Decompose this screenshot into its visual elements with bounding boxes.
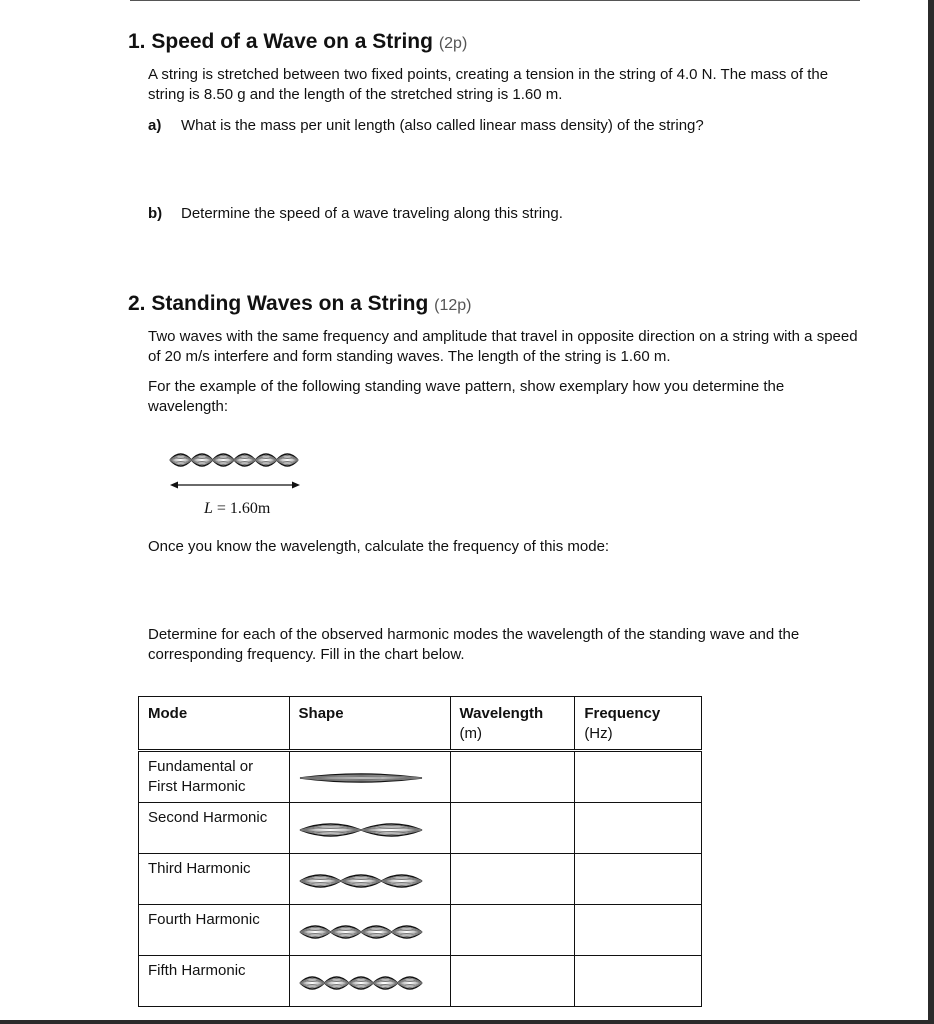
- wave-envelope-line: [300, 778, 422, 779]
- shape-first-harmonic: [290, 752, 450, 797]
- mode-cell: Fifth Harmonic: [139, 956, 290, 1007]
- length-label-value: = 1.60m: [212, 500, 271, 517]
- header-frequency-label: Frequency: [584, 705, 661, 722]
- section-1-title: Speed of a Wave on a String: [151, 30, 433, 53]
- wavelength-answer-cell[interactable]: [450, 956, 575, 1007]
- question-a-text: What is the mass per unit length (also called linear mass density) of the string?: [181, 117, 704, 134]
- mode-cell: Fundamental or First Harmonic: [139, 751, 290, 803]
- section-2-heading: [128, 292, 471, 316]
- frequency-answer-cell[interactable]: [575, 905, 702, 956]
- question-b-label: b): [148, 205, 163, 222]
- frequency-answer-cell[interactable]: [575, 803, 702, 854]
- header-wavelength: [450, 697, 575, 751]
- shape-second-harmonic: [290, 803, 450, 852]
- question-b-text: Determine the speed of a wave traveling along this string.: [181, 205, 563, 222]
- wavelength-answer-cell[interactable]: [450, 905, 575, 956]
- shape-cell: [289, 905, 450, 956]
- header-shape: Shape: [289, 697, 450, 751]
- frequency-instructions: Once you know the wavelength, calculate the frequency of this mode:: [148, 538, 610, 555]
- example-standing-wave-diagram: [166, 448, 306, 496]
- header-frequency-unit: (Hz): [584, 725, 613, 742]
- example-instructions: For the example of the following standing wave pattern, show exemplary how you determine the wavelength:: [148, 378, 785, 415]
- header-wavelength-label: Wavelength: [459, 705, 544, 722]
- shape-fifth-harmonic: [290, 956, 450, 1006]
- header-frequency: [575, 697, 702, 751]
- mode-cell: Fourth Harmonic: [139, 905, 290, 956]
- section-2-intro: Two waves with the same frequency and amplitude that travel in opposite direction on a string with a speed of 20 m/s interfere and form standing waves. The length of the string is 1.60 m.: [148, 328, 858, 365]
- table-row: [139, 751, 702, 803]
- frequency-answer-cell[interactable]: [575, 751, 702, 803]
- length-label-variable: L: [204, 500, 213, 517]
- table-row: [139, 803, 702, 854]
- table-header-row: [139, 697, 702, 751]
- length-arrow-left-head: [170, 482, 178, 489]
- shape-cell: [289, 956, 450, 1007]
- mode-cell: Third Harmonic: [139, 854, 290, 905]
- length-arrow-right-head: [292, 482, 300, 489]
- shape-third-harmonic: [290, 854, 450, 904]
- wavelength-answer-cell[interactable]: [450, 854, 575, 905]
- mode-cell: Second Harmonic: [139, 803, 290, 854]
- table-row: [139, 956, 702, 1007]
- section-1-intro: A string is stretched between two fixed points, creating a tension in the string of 4.0 N. The mass of the string is 8.50 g and the length of the stretched string is 1.60 m.: [148, 66, 829, 103]
- question-a-label: a): [148, 117, 162, 134]
- wavelength-answer-cell[interactable]: [450, 751, 575, 803]
- table-row: [139, 854, 702, 905]
- length-label: [204, 500, 270, 518]
- example-standing-wave-pattern: [170, 454, 298, 466]
- section-2-number: 2.: [128, 292, 146, 315]
- question-a: [148, 116, 863, 136]
- shape-cell: [289, 803, 450, 854]
- section-2-title: Standing Waves on a String: [151, 292, 429, 315]
- wave-envelope-line: [300, 777, 422, 778]
- header-mode: Mode: [139, 697, 290, 751]
- header-wavelength-unit: (m): [459, 725, 483, 742]
- frequency-answer-cell[interactable]: [575, 956, 702, 1007]
- wavelength-answer-cell[interactable]: [450, 803, 575, 854]
- section-1-points: (2p): [438, 35, 468, 52]
- shape-cell: [289, 854, 450, 905]
- section-2-points: (12p): [434, 297, 472, 314]
- frequency-answer-cell[interactable]: [575, 854, 702, 905]
- harmonics-table: [138, 696, 702, 1007]
- question-b: [148, 204, 863, 224]
- shape-fourth-harmonic: [290, 905, 450, 955]
- shape-cell: [289, 751, 450, 803]
- section-1-heading: [128, 30, 467, 54]
- section-1-number: 1.: [128, 30, 146, 53]
- chart-instructions: Determine for each of the observed harmonic modes the wavelength of the standing wave and the corresponding frequency. Fill in the chart below.: [148, 626, 800, 663]
- table-row: [139, 905, 702, 956]
- top-rule: [130, 0, 860, 1]
